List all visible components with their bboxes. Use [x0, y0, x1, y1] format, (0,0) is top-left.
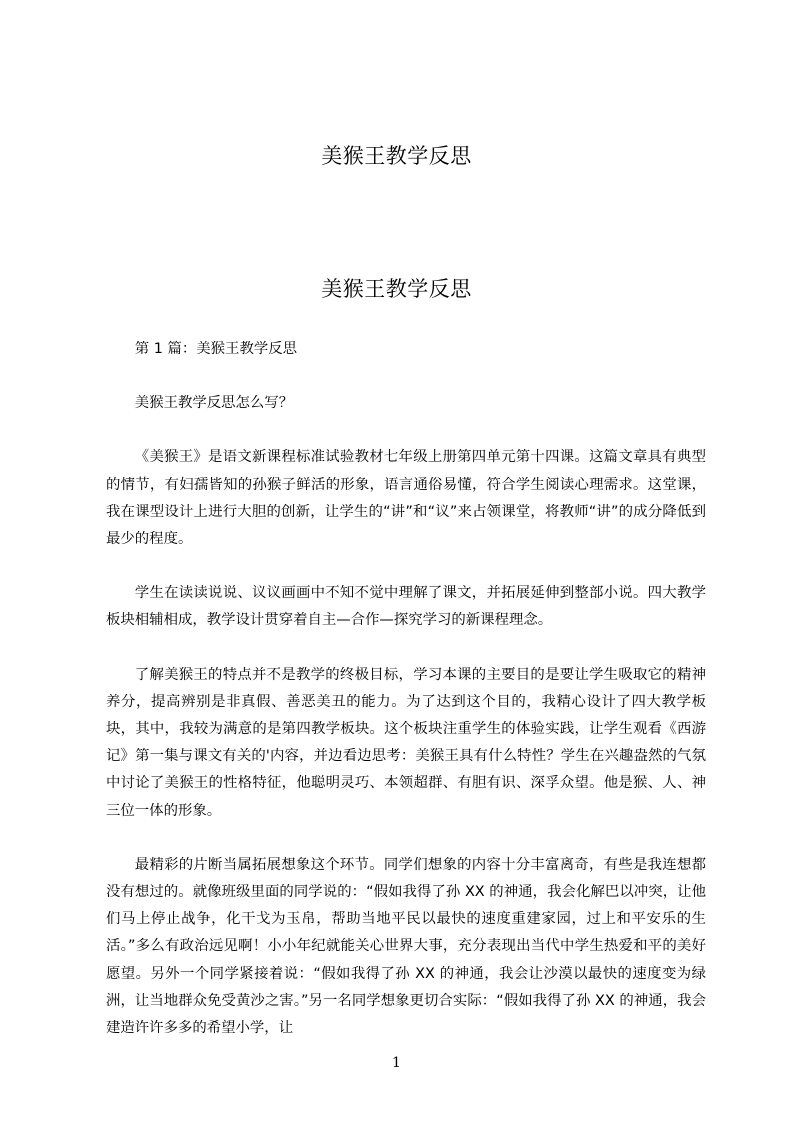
paragraph-1: 《美猴王》是语文新课程标准试验教材七年级上册第四单元第十四课。这篇文章具有典型的情节，有妇孺皆知的孙猴子鲜活的形象，语言通俗易懂，符合学生阅读心理需求。这堂课，我在课型设计上进行大胆的创新，让学生的“讲”和“议”来占领课堂，将教师“讲”的成分降低到最少的程度。: [106, 449, 706, 548]
subheading: 美猴王教学反思怎么写？: [134, 395, 294, 412]
document-main-title: 美猴王教学反思: [321, 144, 472, 168]
document-body: [106, 336, 706, 1069]
paragraph-4: 最精彩的片断当属拓展想象这个环节。同学们想象的内容十分丰富离奇，有些是我连想都没有想过的。就像班级里面的同学说的：“假如我得了孙 XX 的神通，我会化解巴以冲突，让他们马上停止战争，化干戈为玉帛，帮助当地平民以最快的速度重建家园，过上和平安乐的生活。”多么有政治远见啊！小小年纪就能关心世界大事，充分表现出当代中学生热爱和平的美好愿望。另外一个同学紧接着说：“假如我得了孙 XX 的神通，我会让沙漠以最快的速度变为绿洲，让当地群众免受黄沙之害。”另一名同学想象更切合实际：“假如我得了孙 XX 的神通，我会建造许许多多的希望小学，让: [106, 856, 706, 1037]
article-title: 美猴王教学反思: [321, 277, 472, 301]
section-heading: 第 1 篇：美猴王教学反思: [134, 341, 298, 357]
paragraph-3: 了解美猴王的特点并不是教学的终极目标，学习本课的主要目的是要让学生吸取它的精神养分，提高辨别是非真假、善恶美丑的能力。为了达到这个目的，我精心设计了四大教学板块，其中，我较为满意的是第四教学板块。这个板块注重学生的体验实践，让学生观看《西游记》第一集与课文有关的'内容，并边看边思考：美猴王具有什么特性？学生在兴趣盎然的气氛中讨论了美猴王的性格特征，他聪明灵巧、本领超群、有胆有识、深孚众望。他是猴、人、神三位一体的形象。: [106, 666, 706, 819]
paragraph-2: 学生在读读说说、议议画画中不知不觉中理解了课文，并拓展延伸到整部小说。四大教学板块相辅相成，教学设计贯穿着自主—合作—探究学习的新课程理念。: [106, 585, 706, 629]
page-number: 1: [392, 1055, 401, 1071]
